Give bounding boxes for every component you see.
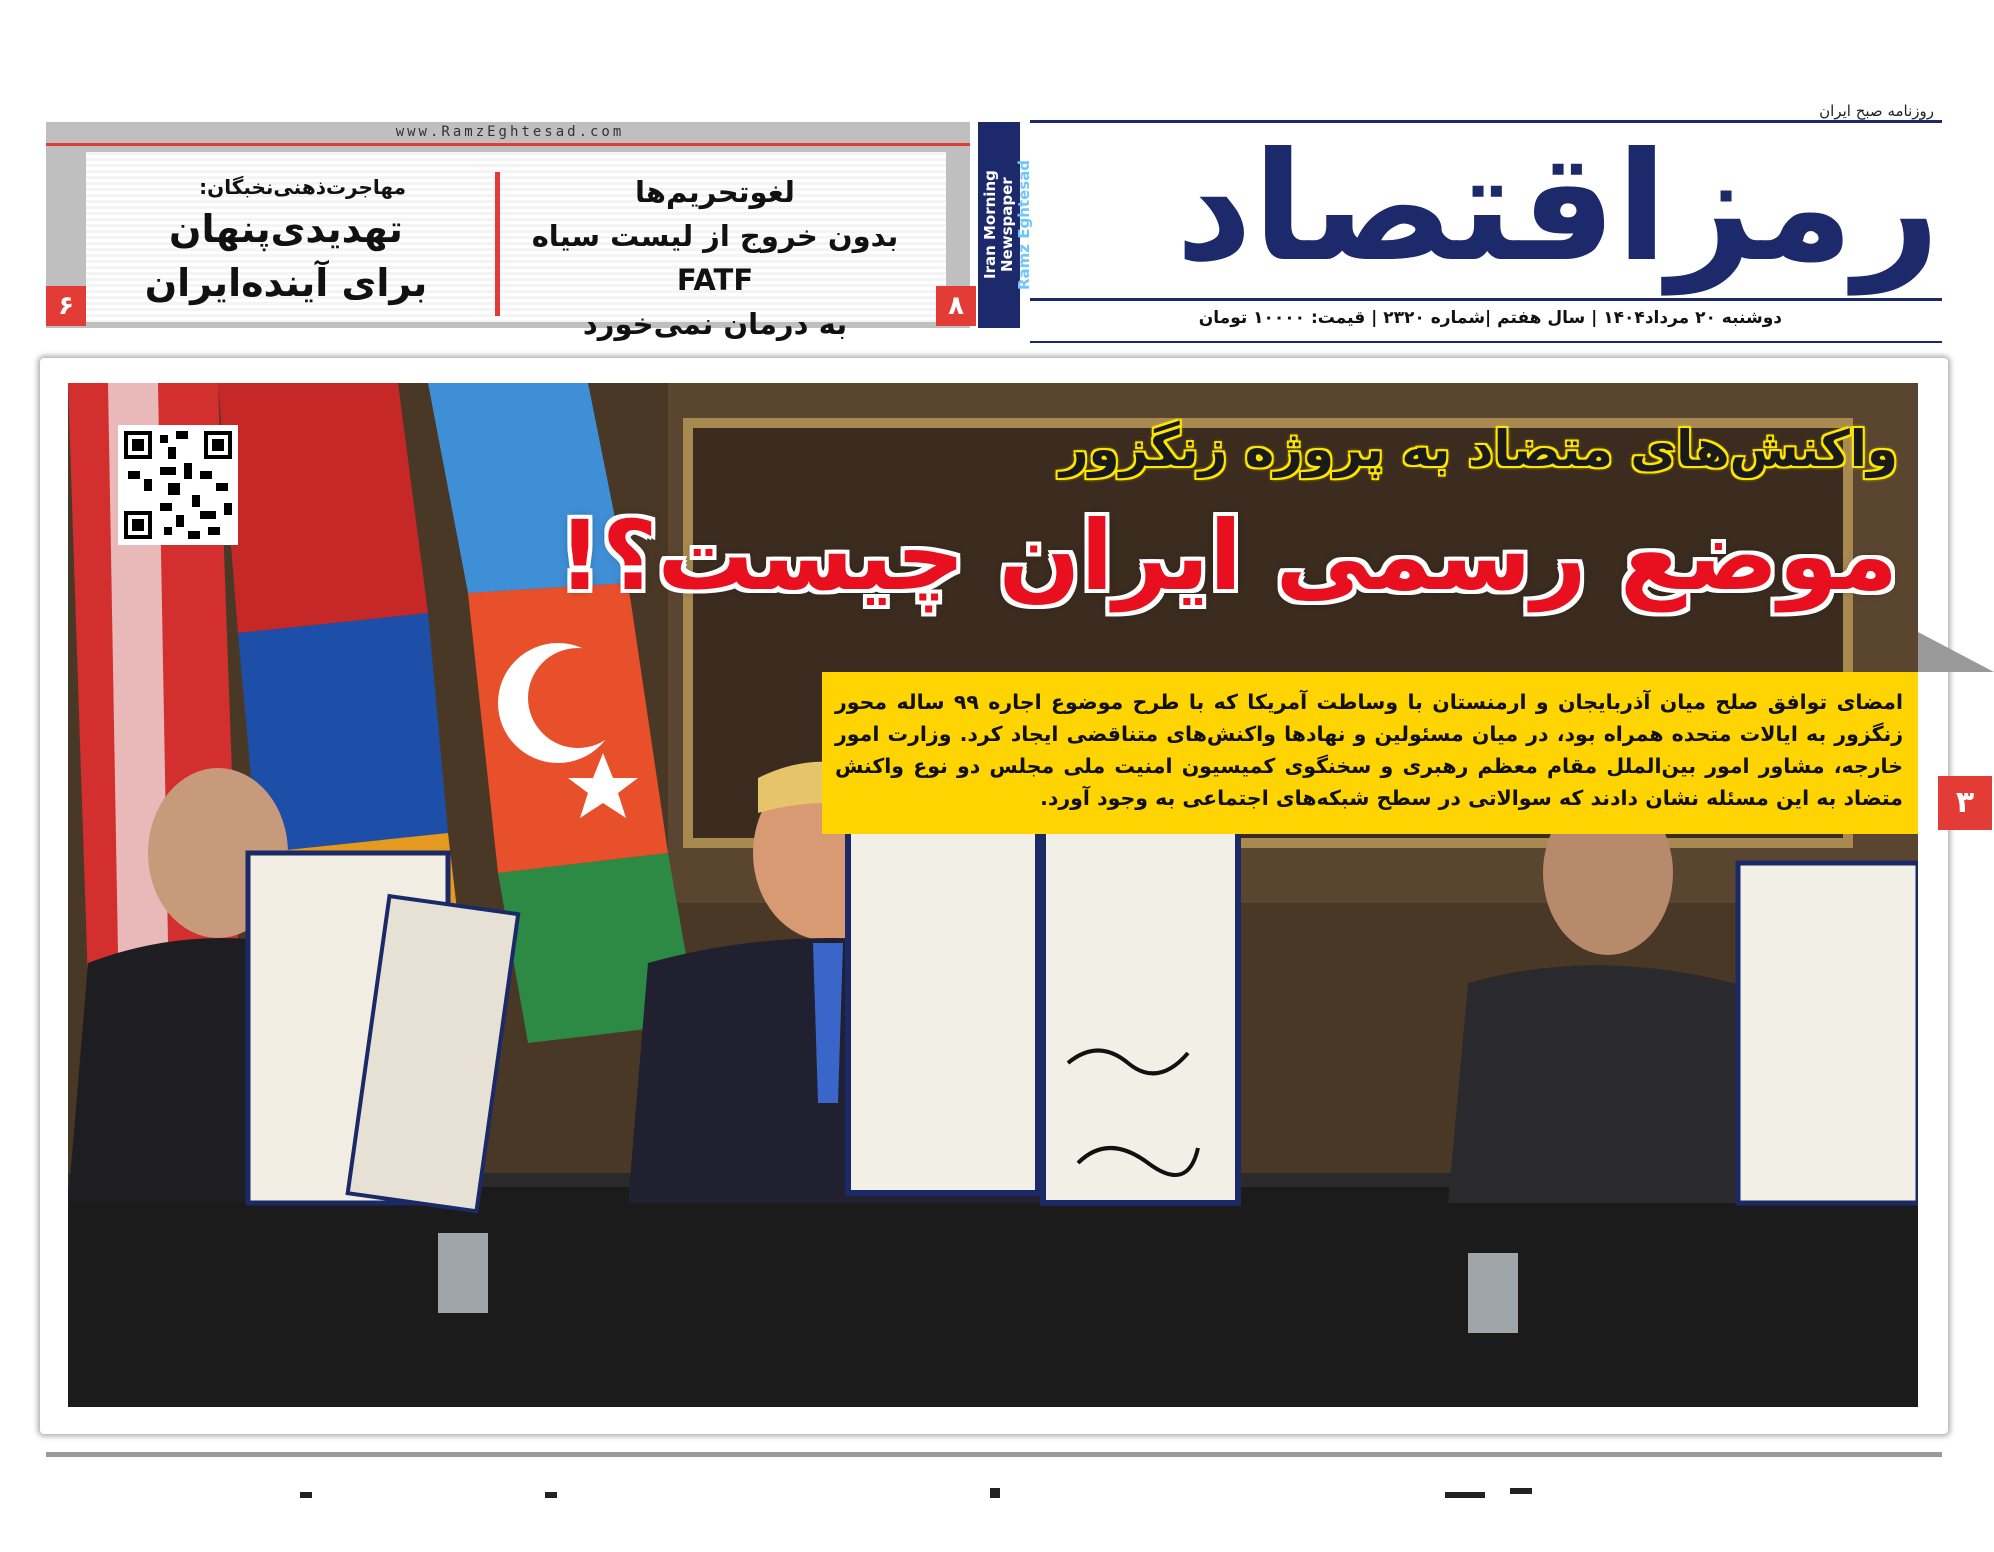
lead-summary: امضای توافق صلح میان آذربایجان و ارمنستان با وساطت آمریکا که با طرح موضوع اجاره ۹۹ ساله محور زنگزور به ایالات متحده همراه بود، در میان مسئولین و نهادها واکنش‌های متناقضی ایجاد کرد. وزارت امور خارجه، مشاور امور بین‌الملل مقام معظم رهبری و سخنگوی کمیسیون امنیت ملی مجلس دو نوع واکنش متضاد به این مسئله نشان دادند که سوالاتی در سطح شبکه‌های اجتماعی به وجود آورد. — [835, 690, 1903, 810]
teaser1-line2: بدون خروج از لیست سیاه FATF — [531, 219, 899, 297]
teaser1-line1: لغوتحریم‌ها — [635, 175, 795, 209]
newspaper-logo[interactable]: رمزاقتصاد — [1175, 121, 1940, 295]
cut-off-text-mark — [300, 1492, 312, 1498]
cut-off-text-mark — [1510, 1488, 1532, 1494]
qr-code[interactable] — [118, 425, 238, 545]
lead-headline[interactable]: موضع رسمی ایران چیست؟! — [557, 500, 1898, 612]
teaser-story-brain-drain[interactable] — [96, 172, 476, 310]
issue-info: دوشنبه ۲۰ مرداد۱۴۰۴ | سال هفتم |شماره ۲۳۲۰ | قیمت: ۱۰۰۰۰ تومان — [1198, 308, 1782, 328]
side-brand-english-2: Ramz Eghtesad — [1015, 159, 1033, 291]
teaser-red-rule — [46, 143, 970, 146]
side-brand-text — [981, 122, 1033, 328]
cut-off-text-mark — [1445, 1492, 1485, 1498]
teaser2-line1: تهدیدی‌پنهان — [169, 207, 403, 251]
teaser1-line3: به درمان نمی‌خورد — [582, 307, 848, 341]
teaser2-page-number: ۶ — [46, 286, 86, 326]
teaser2-kicker: مهاجرت‌ذهنی‌نخبگان: — [199, 175, 406, 199]
lead-page-number: ۳ — [1938, 776, 1992, 830]
website-url[interactable]: www.RamzEghtesad.com — [395, 124, 625, 140]
teaser-story-sanctions[interactable] — [505, 170, 925, 346]
teaser2-line2: برای آینده‌ایران — [144, 261, 428, 305]
side-brand-english-1: Iran Morning Newspaper — [981, 170, 1016, 280]
newspaper-tagline: روزنامه صبح ایران — [1819, 102, 1934, 120]
teaser1-page-number: ۸ — [936, 286, 976, 326]
lead-kicker: واکنش‌های متضاد به پروژه زنگزور — [1059, 420, 1898, 478]
summary-fold-corner — [1918, 632, 1994, 672]
cut-off-text-mark — [990, 1488, 1000, 1498]
qr-code-icon — [120, 427, 236, 543]
cut-off-text-mark — [545, 1492, 557, 1498]
bottom-rule — [46, 1452, 1942, 1457]
teaser-separator — [495, 172, 500, 316]
